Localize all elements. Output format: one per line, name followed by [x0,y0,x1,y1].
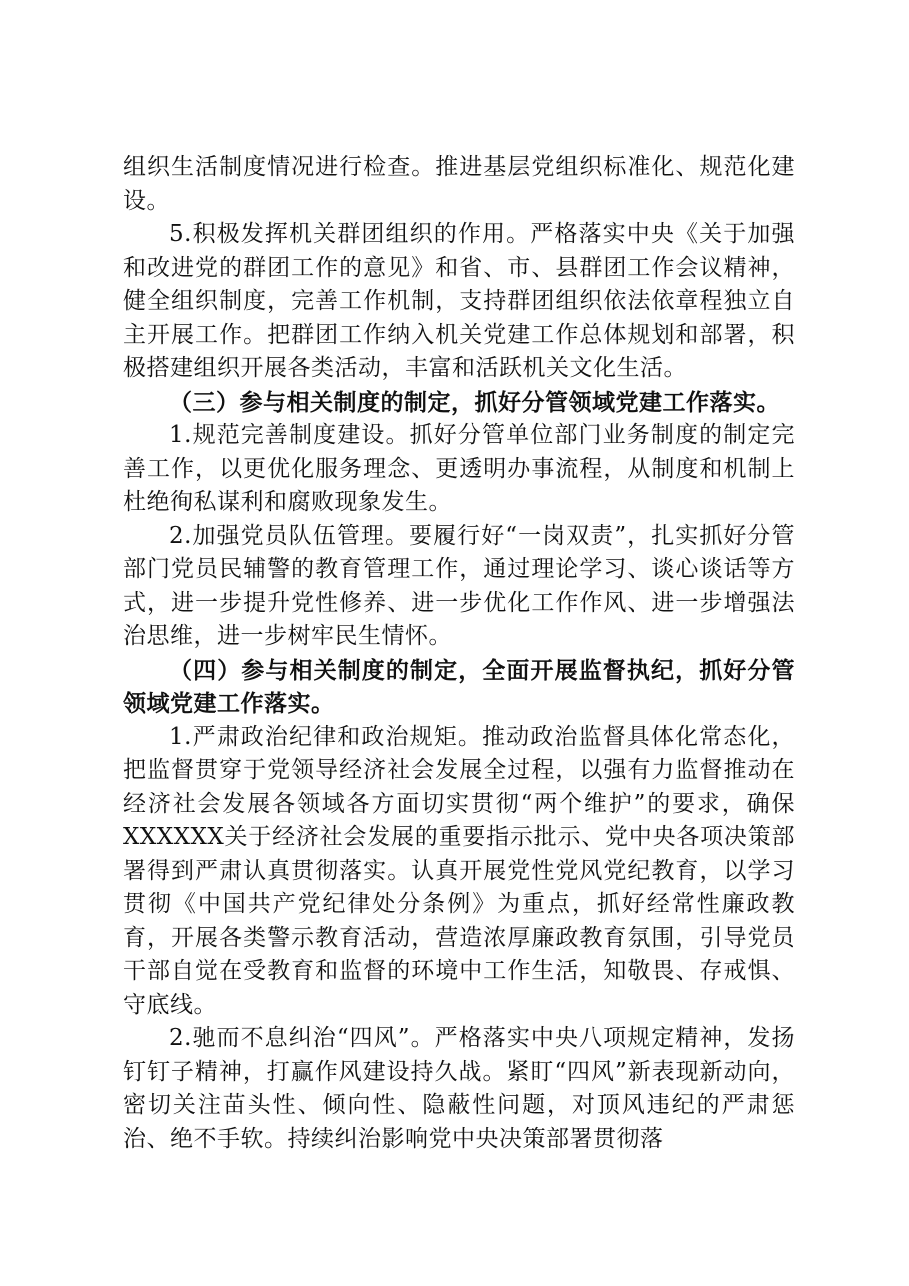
section-heading-3: （三）参与相关制度的制定，抓好分管领域党建工作落实。 [169,388,780,416]
paragraph-continuation: 组织生活制度情况进行检查。推进基层党组织标准化、规范化建设。 [123,154,795,214]
document-body [123,151,795,1156]
paragraph-item-2-four-winds: 2.驰而不息纠治“四风”。严格落实中央八项规定精神，发扬钉钉子精神，打赢作风建设持久战。紧盯“四风”新表现新动向，密切关注苗头性、倾向性、隐蔽性问题，对顶风违纪的严肃惩治、绝不手软。持续纠治影响党中央决策部署贯彻落 [123,1025,795,1152]
paragraph-item-2: 2.加强党员队伍管理。要履行好“一岗双责”，扎实抓好分管部门党员民辅警的教育管理工作，通过理论学习、谈心谈话等方式，进一步提升党性修养、进一步优化工作作风、进一步增强法治思维，进一步树牢民生情怀。 [123,522,795,649]
paragraph-item-5: 5.积极发挥机关群团组织的作用。严格落实中央《关于加强和改进党的群团工作的意见》和省、市、县群团工作会议精神，健全组织制度，完善工作机制，支持群团组织依法依章程独立自主开展工作。把群团工作纳入机关党建工作总体规划和部署，积极搭建组织开展各类活动，丰富和活跃机关文化生活。 [123,221,795,381]
paragraph-item-1-discipline: 1.严肃政治纪律和政治规矩。推动政治监督具体化常态化，把监督贯穿于党领导经济社会发展全过程，以强有力监督推动在经济社会发展各领域各方面切实贯彻“两个维护”的要求，确保XXXXXX关于经济社会发展的重要指示批示、党中央各项决策部署得到严肃认真贯彻落实。认真开展党性党风党纪教育，以学习贯彻《中国共产党纪律处分条例》为重点，抓好经常性廉政教育，开展各类警示教育活动，营造浓厚廉政教育氛围，引导党员干部自觉在受教育和监督的环境中工作生活，知敬畏、存戒惧、守底线。 [123,723,795,1018]
section-heading-4: （四）参与相关制度的制定，全面开展监督执纪，抓好分管领域党建工作落实。 [123,656,795,717]
paragraph-item-1: 1.规范完善制度建设。抓好分管单位部门业务制度的制定完善工作，以更优化服务理念、更透明办事流程，从制度和机制上杜绝徇私谋利和腐败现象发生。 [123,422,795,515]
